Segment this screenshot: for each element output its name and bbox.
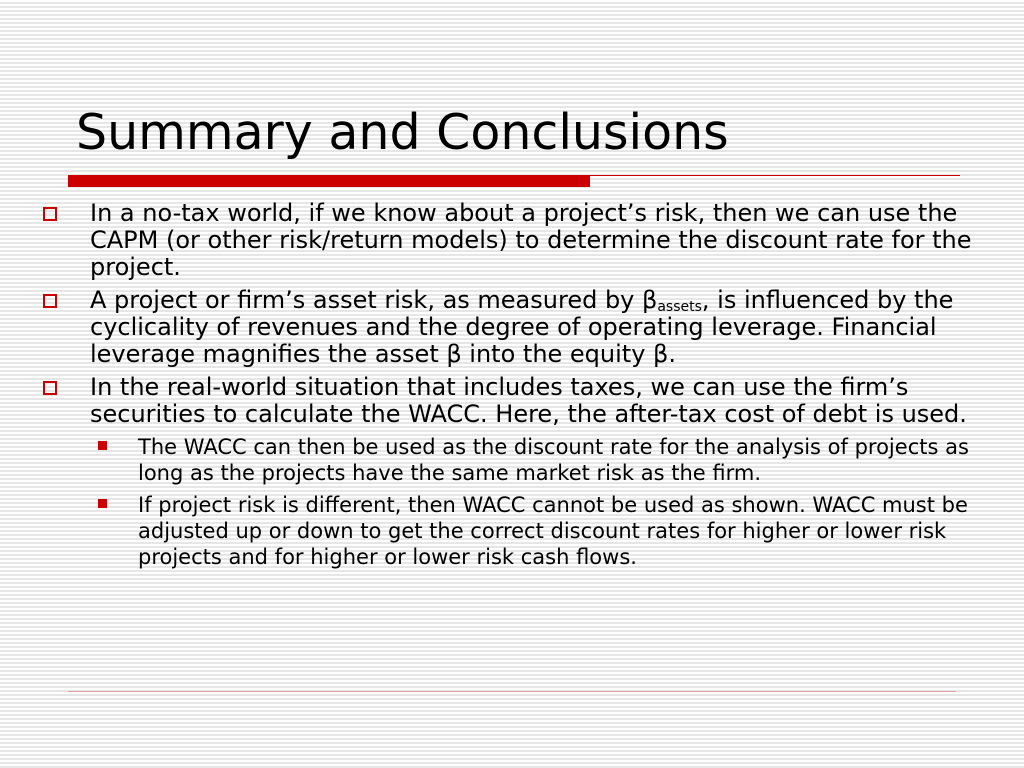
bullet-text: In the real-world situation that includes taxes, we can use the firm’s securities to calculate the WACC. Here, the after-tax cost of debt is used. (90, 373, 967, 428)
bullet-item (40, 200, 1000, 281)
hollow-square-bullet-icon (43, 207, 57, 221)
bullet-item (40, 374, 1000, 428)
sub-bullet-text: The WACC can then be used as the discount rate for the analysis of projects as long as the projects have the same market risk as the firm. (138, 435, 969, 485)
title-divider-line (590, 175, 960, 176)
bullet-text: In a no-tax world, if we know about a project’s risk, then we can use the CAPM (or other risk/return models) to determine the discount rate for the project. (90, 199, 972, 281)
bullet-text-before-subscript: A project or firm’s asset risk, as measured by β (90, 286, 658, 314)
sub-bullet-item (40, 492, 1000, 570)
hollow-square-bullet-icon (43, 294, 57, 308)
hollow-square-bullet-icon (43, 381, 57, 395)
slide-body (40, 200, 1000, 576)
slide-title: Summary and Conclusions (76, 104, 729, 161)
bullet-item (40, 287, 1000, 368)
filled-square-bullet-icon (98, 499, 107, 508)
bullet-text-after-subscript: , is influenced by the cyclicality of revenues and the degree of operating leverage. Financial leverage magnifies the asset β into the equity β. (90, 286, 954, 368)
title-accent-bar (68, 175, 590, 187)
footer-divider-line (68, 691, 956, 692)
sub-bullet-item (40, 434, 1000, 486)
sub-bullet-text: If project risk is different, then WACC cannot be used as shown. WACC must be adjusted up or down to get the correct discount rates for higher or lower risk projects and for higher or lower risk cash flows. (138, 493, 968, 569)
bullet-text (90, 286, 953, 368)
beta-subscript: assets (657, 299, 702, 315)
filled-square-bullet-icon (98, 441, 107, 450)
